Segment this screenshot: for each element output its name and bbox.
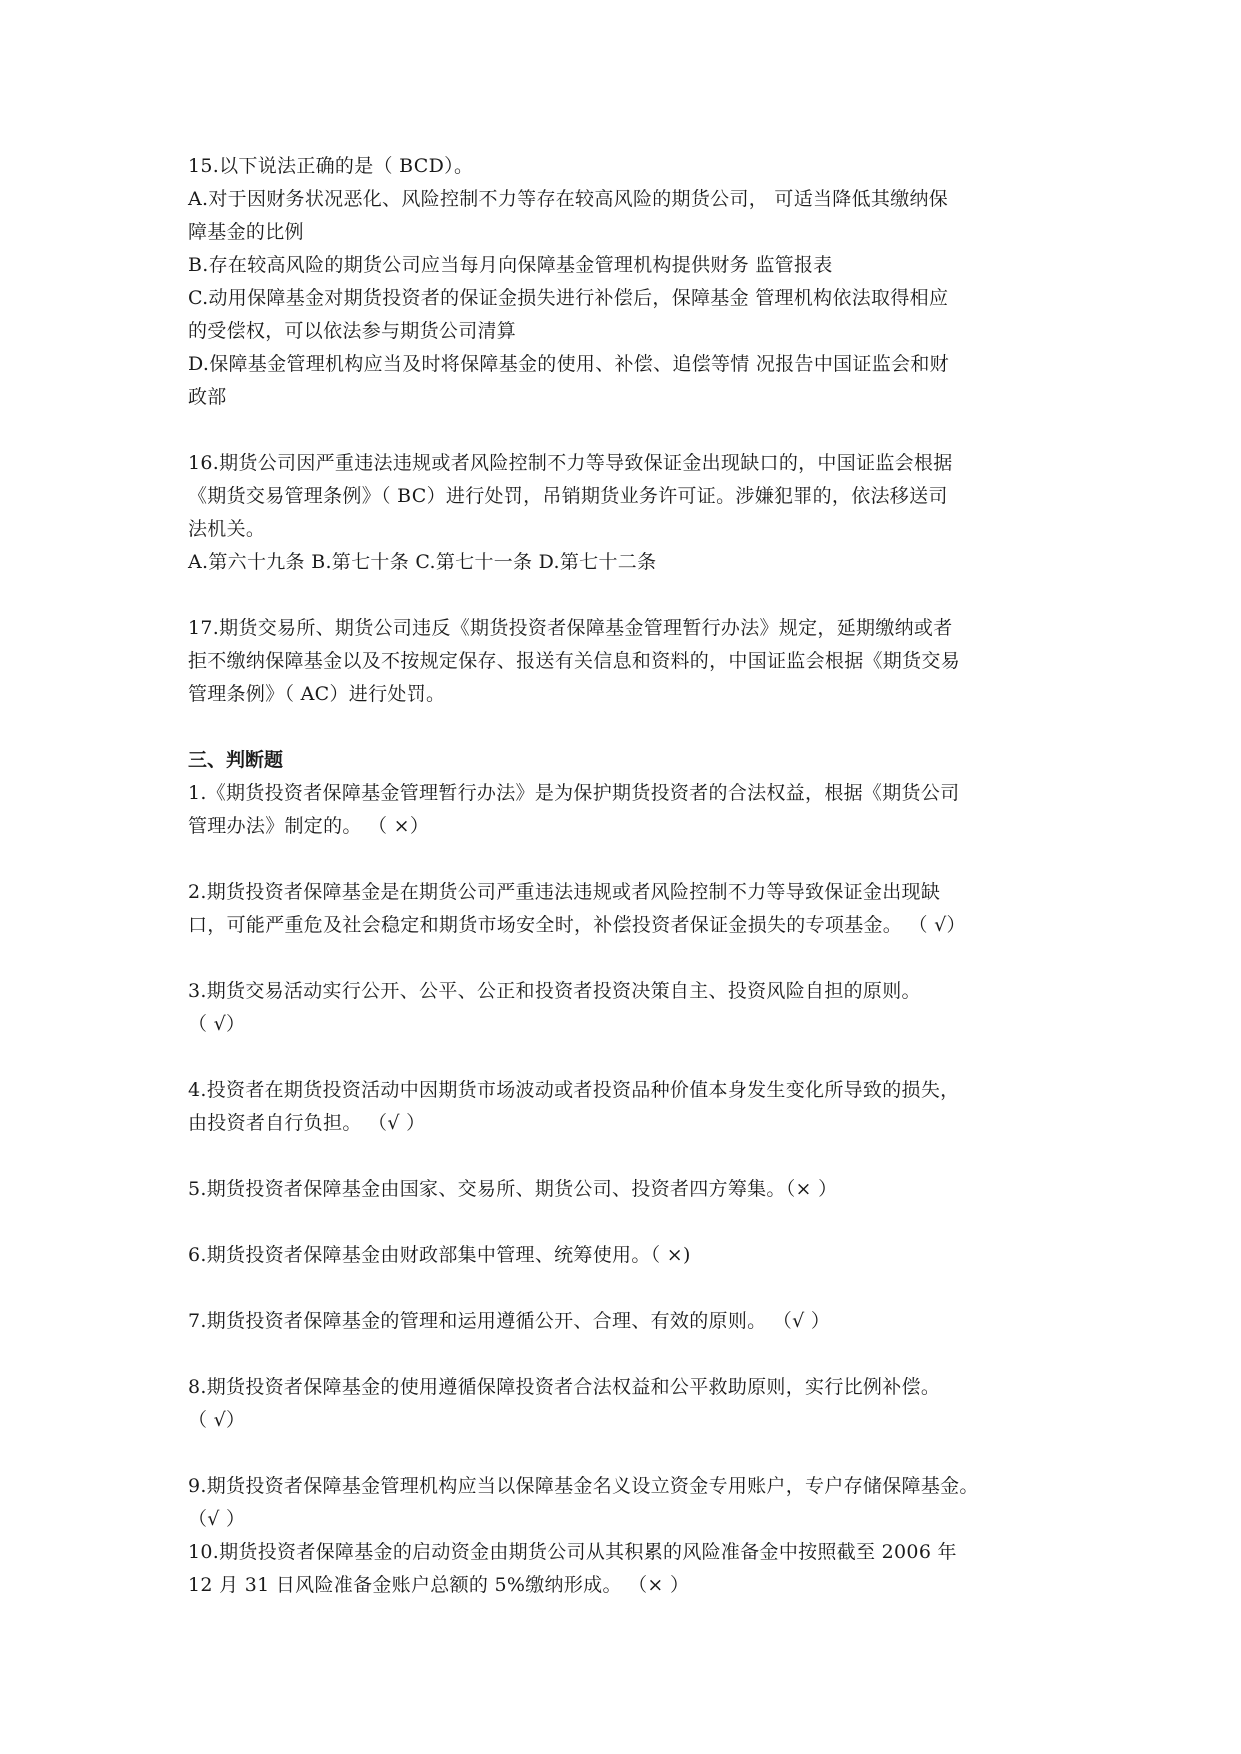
question-17-stem-end: 管理条例》（ AC）进行处罚。 bbox=[188, 683, 446, 705]
question-16-options: A.第六十九条 B.第七十条 C.第七十一条 D.第七十二条 bbox=[188, 551, 657, 573]
judgment-1-cont: 管理办法》制定的。 （ ×） bbox=[188, 815, 430, 837]
judgment-10-cont: 12 月 31 日风险准备金账户总额的 5%缴纳形成。 （× ） bbox=[188, 1574, 690, 1596]
spacer bbox=[188, 414, 1068, 447]
section-title-judgment: 三、判断题 bbox=[188, 749, 284, 771]
judgment-9: 9.期货投资者保障基金管理机构应当以保障基金名义设立资金专用账户，专户存储保障基金。 bbox=[188, 1475, 979, 1497]
spacer bbox=[188, 1272, 1068, 1305]
question-15-option-c-cont: 的受偿权，可以依法参与期货公司清算 bbox=[188, 320, 517, 342]
question-15-stem: 15.以下说法正确的是（ BCD）。 bbox=[188, 155, 474, 177]
judgment-4: 4.投资者在期货投资活动中因期货市场波动或者投资品种价值本身发生变化所导致的损失， bbox=[188, 1079, 960, 1101]
question-15-option-a: A.对于因财务状况恶化、风险控制不力等存在较高风险的期货公司， 可适当降低其缴纳保 bbox=[188, 188, 949, 210]
spacer bbox=[188, 1041, 1068, 1074]
question-16-stem-cont: 《期货交易管理条例》（ BC）进行处罚，吊销期货业务许可证。涉嫌犯罪的，依法移送司 bbox=[188, 485, 948, 507]
spacer bbox=[188, 1437, 1068, 1470]
question-15-option-c: C.动用保障基金对期货投资者的保证金损失进行补偿后，保障基金 管理机构依法取得相应 bbox=[188, 287, 949, 309]
spacer bbox=[188, 942, 1068, 975]
question-15-option-d: D.保障基金管理机构应当及时将保障基金的使用、补偿、追偿等情 况报告中国证监会和财 bbox=[188, 353, 949, 375]
judgment-3: 3.期货交易活动实行公开、公平、公正和投资者投资决策自主、投资风险自担的原则。 bbox=[188, 980, 921, 1002]
spacer bbox=[188, 1140, 1068, 1173]
question-17-stem-cont: 拒不缴纳保障基金以及不按规定保存、报送有关信息和资料的，中国证监会根据《期货交易 bbox=[188, 650, 961, 672]
judgment-7: 7.期货投资者保障基金的管理和运用遵循公开、合理、有效的原则。 （√ ） bbox=[188, 1310, 831, 1332]
spacer bbox=[188, 1206, 1068, 1239]
document-page bbox=[188, 150, 1068, 1602]
question-17-stem: 17.期货交易所、期货公司违反《期货投资者保障基金管理暂行办法》规定，延期缴纳或者 bbox=[188, 617, 953, 639]
judgment-4-cont: 由投资者自行负担。 （√ ） bbox=[188, 1112, 426, 1134]
judgment-2: 2.期货投资者保障基金是在期货公司严重违法违规或者风险控制不力等导致保证金出现缺 bbox=[188, 881, 941, 903]
judgment-10: 10.期货投资者保障基金的启动资金由期货公司从其积累的风险准备金中按照截至 2006 年 bbox=[188, 1541, 957, 1563]
judgment-1: 1.《期货投资者保障基金管理暂行办法》是为保护期货投资者的合法权益，根据《期货公司 bbox=[188, 782, 960, 804]
question-16-stem: 16.期货公司因严重违法违规或者风险控制不力等导致保证金出现缺口的，中国证监会根据 bbox=[188, 452, 953, 474]
judgment-9-cont: （√ ） bbox=[188, 1508, 246, 1530]
judgment-5: 5.期货投资者保障基金由国家、交易所、期货公司、投资者四方筹集。（× ） bbox=[188, 1178, 838, 1200]
spacer bbox=[188, 711, 1068, 744]
spacer bbox=[188, 843, 1068, 876]
judgment-6: 6.期货投资者保障基金由财政部集中管理、统筹使用。（ ×) bbox=[188, 1244, 691, 1266]
question-16-stem-end: 法机关。 bbox=[188, 518, 266, 540]
question-15-option-d-cont: 政部 bbox=[188, 386, 227, 408]
judgment-8: 8.期货投资者保障基金的使用遵循保障投资者合法权益和公平救助原则，实行比例补偿。 bbox=[188, 1376, 941, 1398]
question-15-option-a-cont: 障基金的比例 bbox=[188, 221, 304, 243]
spacer bbox=[188, 579, 1068, 612]
spacer bbox=[188, 1338, 1068, 1371]
judgment-8-cont: （ √） bbox=[188, 1409, 246, 1431]
question-15-option-b: B.存在较高风险的期货公司应当每月向保障基金管理机构提供财务 监管报表 bbox=[188, 254, 833, 276]
judgment-2-cont: 口，可能严重危及社会稳定和期货市场安全时，补偿投资者保证金损失的专项基金。 （ √） bbox=[188, 914, 966, 936]
judgment-3-cont: （ √） bbox=[188, 1013, 246, 1035]
